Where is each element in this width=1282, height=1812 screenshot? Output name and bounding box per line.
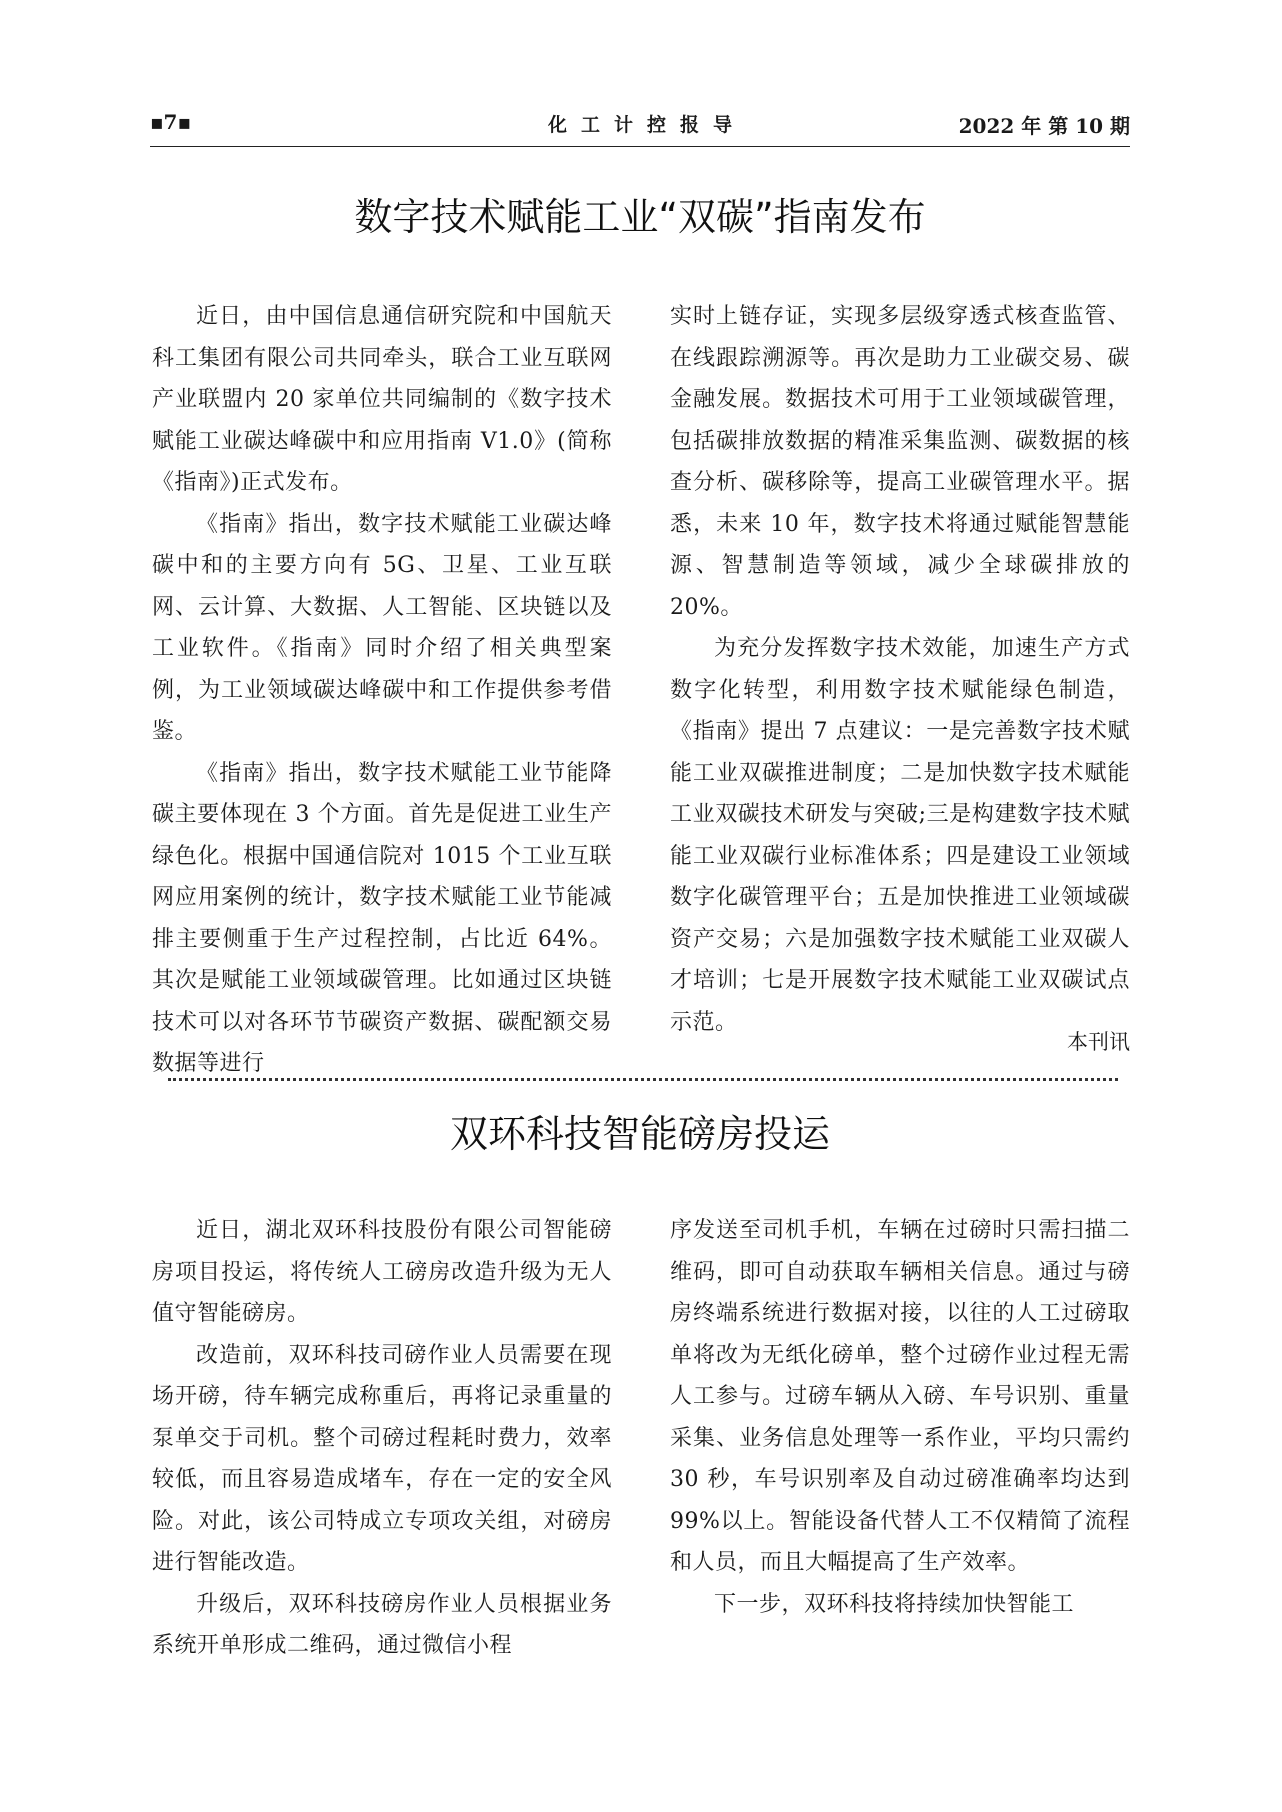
article-2-right-column xyxy=(670,1210,1130,1625)
page-number: ▪7▪ xyxy=(150,110,192,134)
running-header xyxy=(150,106,1130,147)
paragraph: 实时上链存证，实现多层级穿透式核查监管、在线跟踪溯源等。再次是助力工业碳交易、碳金融发展。数据技术可用于工业领域碳管理，包括碳排放数据的精准采集监测、碳数据的核查分析、碳移除等，提高工业碳管理水平。据悉，未来 10 年，数字技术将通过赋能智慧能源、智慧制造等领域，减少全球碳排放的 20%。 xyxy=(670,304,1130,620)
section-divider xyxy=(168,1078,1118,1081)
paragraph: 改造前，双环科技司磅作业人员需要在现场开磅，待车辆完成称重后，再将记录重量的泵单交于司机。整个司磅过程耗时费力，效率较低，而且容易造成堵车，存在一定的安全风险。对此，该公司特成立专项攻关组，对磅房进行智能改造。 xyxy=(152,1342,612,1575)
paragraph: 《指南》指出，数字技术赋能工业节能降碳主要体现在 3 个方面。首先是促进工业生产绿色化。根据中国通信院对 1015 个工业互联网应用案例的统计，数字技术赋能工业节能减排主要侧重于生产过程控制，占比近 64%。其次是赋能工业领域碳管理。比如通过区块链技术可以对各环节节碳资产数据、碳配额交易数据等进行 xyxy=(152,760,612,1076)
article-1-title: 数字技术赋能工业“双碳”指南发布 xyxy=(354,195,926,239)
journal-name: 化工计控报导 xyxy=(547,114,746,136)
article-1-right-column xyxy=(670,296,1130,1043)
paragraph: 升级后，双环科技磅房作业人员根据业务系统开单形成二维码，通过微信小程 xyxy=(152,1591,612,1658)
paragraph: 近日，湖北双环科技股份有限公司智能磅房项目投运，将传统人工磅房改造升级为无人值守智能磅房。 xyxy=(152,1218,612,1326)
paragraph: 近日，由中国信息通信研究院和中国航天科工集团有限公司共同牵头，联合工业互联网产业联盟内 20 家单位共同编制的《数字技术赋能工业碳达峰碳中和应用指南 V1.0》(简称《指南》)正式发布。 xyxy=(152,304,612,495)
paragraph: 序发送至司机手机，车辆在过磅时只需扫描二维码，即可自动获取车辆相关信息。通过与磅房终端系统进行数据对接，以往的人工过磅取单将改为无纸化磅单，整个过磅作业过程无需人工参与。过磅车辆从入磅、车号识别、重量采集、业务信息处理等一系作业，平均只需约 30 秒，车号识别率及自动过磅准确率均达到 99%以上。智能设备代替人工不仅精简了流程和人员，而且大幅提高了生产效率。 xyxy=(670,1218,1130,1575)
article-1-source: 本刊讯 xyxy=(1067,1030,1130,1054)
article-2-left-column xyxy=(152,1210,612,1667)
issue-label: 2022 年 第 10 期 xyxy=(958,114,1130,138)
article-2-title: 双环科技智能磅房投运 xyxy=(449,1112,830,1156)
paragraph: 下一步，双环科技将持续加快智能工 xyxy=(714,1591,1075,1617)
article-1-left-column xyxy=(152,296,612,1085)
paragraph: 为充分发挥数字技术效能，加速生产方式数字化转型，利用数字技术赋能绿色制造，《指南》提出 7 点建议：一是完善数字技术赋能工业双碳推进制度；二是加快数字技术赋能工业双碳技术研发与突破;三是构建数字技术赋能工业双碳行业标准体系；四是建设工业领域数字化碳管理平台；五是加快推进工业领域碳资产交易；六是加强数字技术赋能工业双碳人才培训；七是开展数字技术赋能工业双碳试点示范。 xyxy=(670,636,1130,1035)
paragraph: 《指南》指出，数字技术赋能工业碳达峰碳中和的主要方向有 5G、卫星、工业互联网、云计算、大数据、人工智能、区块链以及工业软件。《指南》同时介绍了相关典型案例，为工业领域碳达峰碳中和工作提供参考借鉴。 xyxy=(152,511,612,744)
